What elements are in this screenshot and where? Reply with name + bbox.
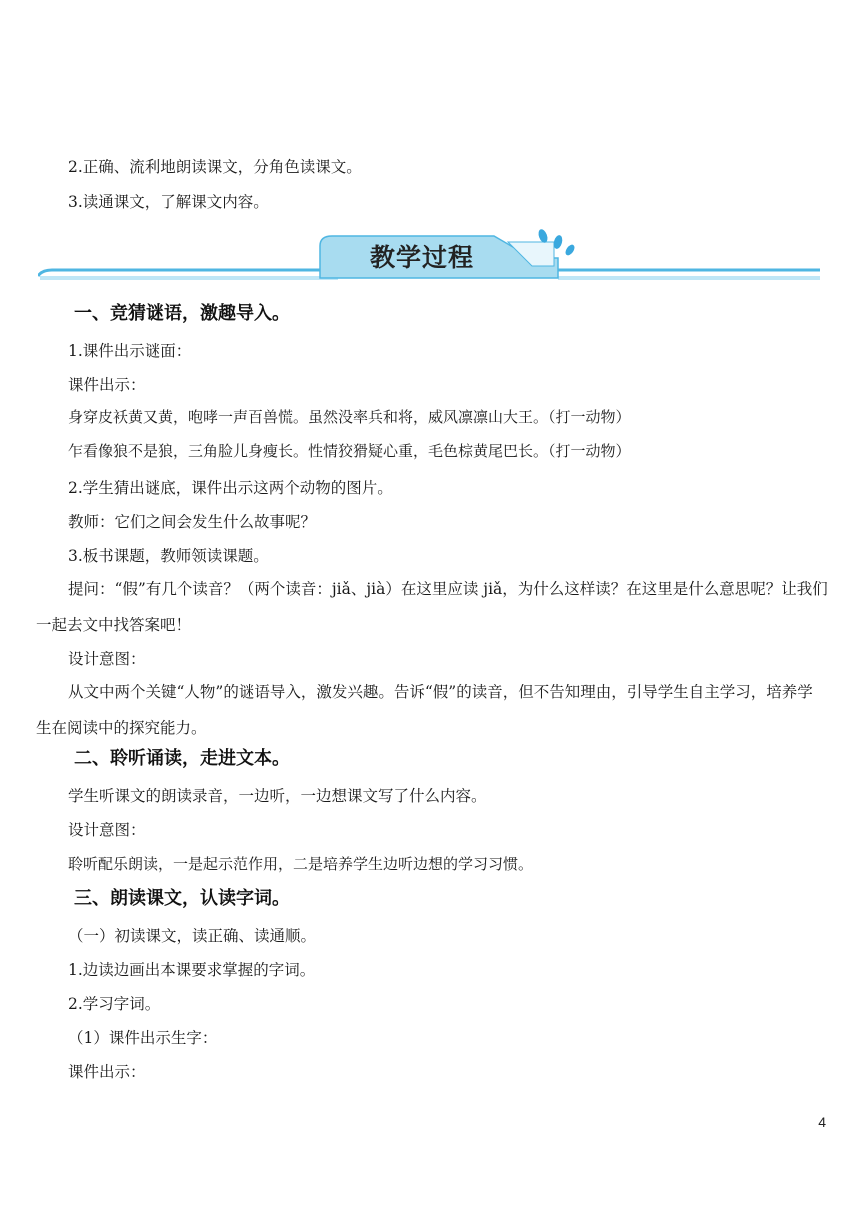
section2-design-text: 聆听配乐朗读，一是起示范作用，二是培养学生边听边想的学习习惯。 — [68, 855, 534, 873]
section2-heading: 二、聆听诵读，走进文本。 — [74, 748, 290, 769]
section1-question: 提问：“假”有几个读音？（两个读音：jiǎ、jià）在这里应读 jiǎ，为什么这样读？在这里是什么意思呢？让我们一起去文中找答案吧！ — [36, 580, 828, 634]
section1-item3: 3.板书课题，教师领读课题。 — [68, 547, 269, 565]
page-number: 4 — [818, 1114, 826, 1130]
section1-design-label: 设计意图： — [68, 650, 146, 668]
riddle-2: 乍看像狼不是狼，三角脸儿身瘦长。性情狡猾疑心重，毛色棕黄尾巴长。（打一动物） — [68, 442, 631, 460]
section1-item2: 2.学生猜出谜底，课件出示这两个动物的图片。 — [68, 479, 393, 497]
section3-sub1: （一）初读课文，读正确、读通顺。 — [68, 927, 317, 945]
section2-text: 学生听课文的朗读录音，一边听，一边想课文写了什么内容。 — [68, 787, 487, 805]
section1-item1: 1.课件出示谜面： — [68, 342, 192, 360]
section1-heading: 一、竞猜谜语，激趣导入。 — [74, 303, 290, 324]
section1-design-text: 从文中两个关键“人物”的谜语导入，激发兴趣。告诉“假”的读音，但不告知理由，引导学生自主学习，培养学生在阅读中的探究能力。 — [36, 683, 813, 737]
section1-show: 课件出示： — [68, 376, 146, 394]
section3-item2-1: （1）课件出示生字： — [68, 1029, 218, 1047]
section3-item1: 1.边读边画出本课要求掌握的字词。 — [68, 961, 316, 979]
section3-show: 课件出示： — [68, 1063, 146, 1081]
section3-item2: 2.学习字词。 — [68, 995, 161, 1013]
objective-2: 2.正确、流利地朗读课文，分角色读课文。 — [68, 158, 362, 176]
section3-heading: 三、朗读课文，认读字词。 — [74, 888, 290, 909]
objective-3: 3.读通课文，了解课文内容。 — [68, 193, 269, 211]
section1-teacher: 教师：它们之间会发生什么故事呢？ — [68, 513, 317, 531]
section2-design-label: 设计意图： — [68, 821, 146, 839]
riddle-1: 身穿皮袄黄又黄，咆哮一声百兽慌。虽然没率兵和将，威风凛凛山大王。（打一动物） — [68, 408, 631, 426]
banner-title: 教学过程 — [369, 243, 474, 272]
